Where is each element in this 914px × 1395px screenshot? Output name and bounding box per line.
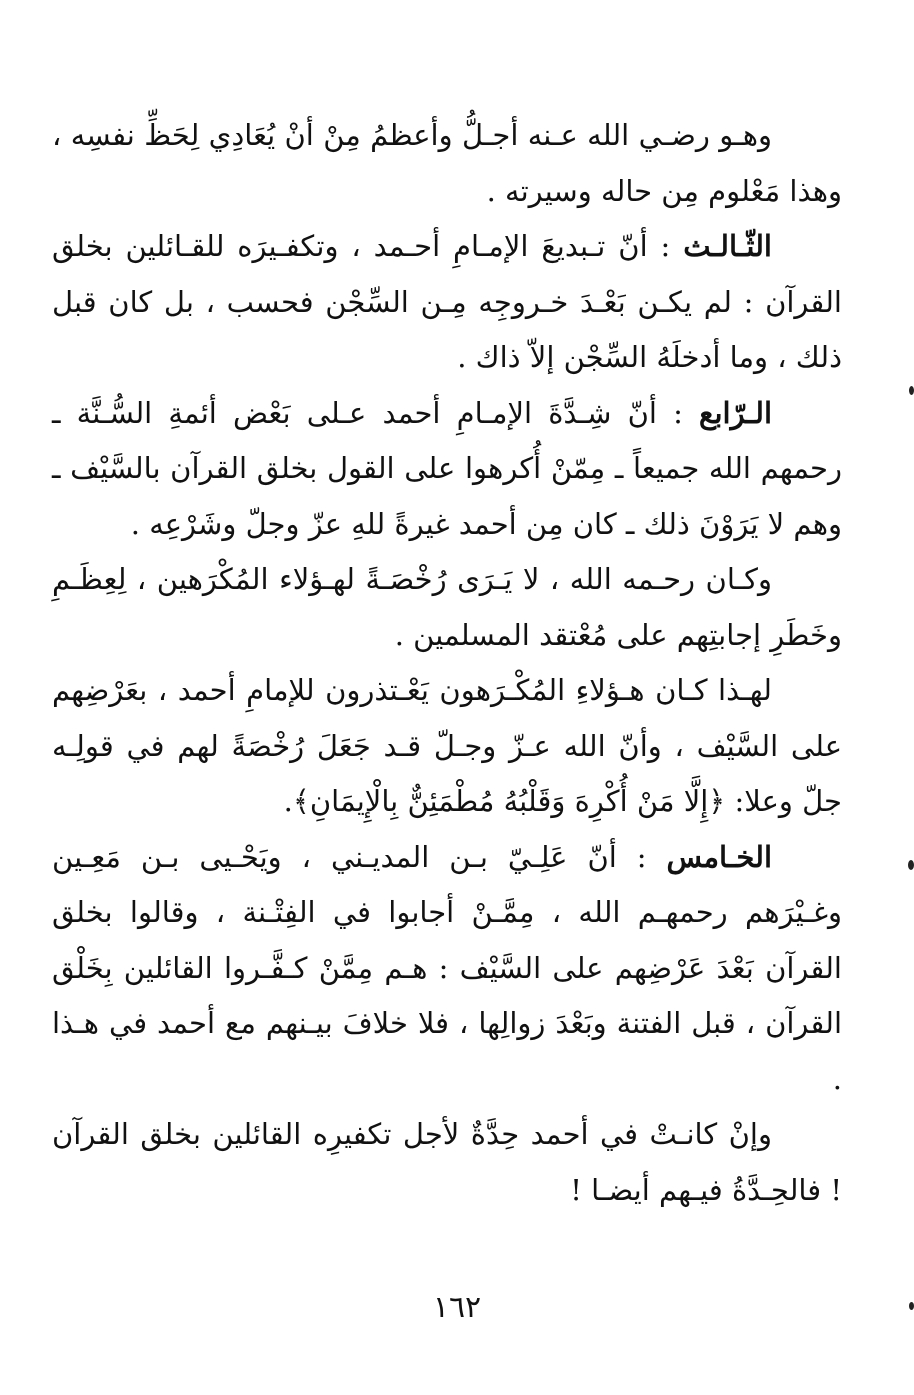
body-text [52,108,842,1218]
paragraph-4 [52,552,842,663]
paragraph-5 [52,663,842,830]
paragraph-4-text: وكـان رحـمه الله ، لا يَـرَى رُخْصَـةً لهـؤلاء المُكْرَهين ، لِعِظَـمِ وخَطَرِ إجابتِهم على مُعْتقد المسلمين . [52,562,842,652]
paragraph-2-text: : أنّ تـبديعَ الإمـامِ أحـمد ، وتكفـيرَه للقـائلين بخلق القرآن : لم يكـن بَعْـدَ خـروجِه مِـن السِّجْن فحسب ، بل كان قبل ذلك ، وما أدخلَهُ السِّجْن إلاّ ذاك . [52,229,842,374]
page-number: ١٦٢ [432,1290,482,1325]
paragraph-6-text: : أنّ عَلِـيّ بـن المديـني ، ويَحْـيى بـن مَعِـين وغـيْرَهم رحمهـم الله ، مِمَّـنْ أجابوا في الفِتْـنة ، وقالوا بخلق القرآن بَعْدَ عَرْضِهم على السَّيْف : هـم مِمَّنْ كـفَّـروا القائلين بِخَلْق القرآن ، قبل الفتنة وبَعْدَ زوالِها ، فلا خلافَ بيـنهم مع أحمد في هـذا . [52,839,842,1096]
paragraph-7 [52,1107,842,1218]
paragraph-7-text: وإنْ كانـتْ في أحمد حِدَّةٌ لأجل تكفيرِه القائلين بخلق القرآن ! فالحِـدَّةُ فيـهم أيضـا ! [52,1117,842,1207]
paragraph-2-heading: الثّـالـث [683,229,772,263]
paragraph-3 [52,386,842,553]
paragraph-2 [52,219,842,386]
scan-edge-mark [908,860,914,870]
paragraph-3-text: : أنّ شِـدَّةَ الإمـامِ أحمد عـلى بَعْض أئمةِ السُّـنَّة ـ رحمهم الله جميعاً ـ مِمّنْ أُكرهوا على القول بخلق القرآن بالسَّيْف ـ وهم لا يَرَوْنَ ذلك ـ كان مِن أحمد غيرةً للهِ عزّ وجلّ وشَرْعِه . [52,395,842,541]
paragraph-3-heading: الـرّابع [699,395,772,430]
paragraph-5-text: لهـذا كـان هـؤلاءِ المُكْـرَهون يَعْـتذرون للإمامِ أحمد ، بعَرْضِهم على السَّيْف ، وأنّ الله عـزّ وجـلّ قـد جَعَلَ رُخْصَةً لهم في قولِـه جلّ وعلا: ﴿إِلَّا مَنْ أُكْرِهَ وَقَلْبُهُ مُطْمَئِنٌّ بِالْإِيمَانِ﴾. [52,673,842,818]
paragraph-6-heading: الخـامس [666,839,772,874]
scan-edge-mark [909,1302,914,1310]
scan-edge-mark [909,386,914,395]
paragraph-1 [52,108,842,219]
paragraph-1-text: وهـو رضـي الله عـنه أجـلُّ وأعظمُ مِنْ أنْ يُعَادِي لِحَظِّ نفسِه ، وهذا مَعْلوم مِن حاله وسيرته . [52,118,842,208]
paragraph-6 [52,830,842,1108]
